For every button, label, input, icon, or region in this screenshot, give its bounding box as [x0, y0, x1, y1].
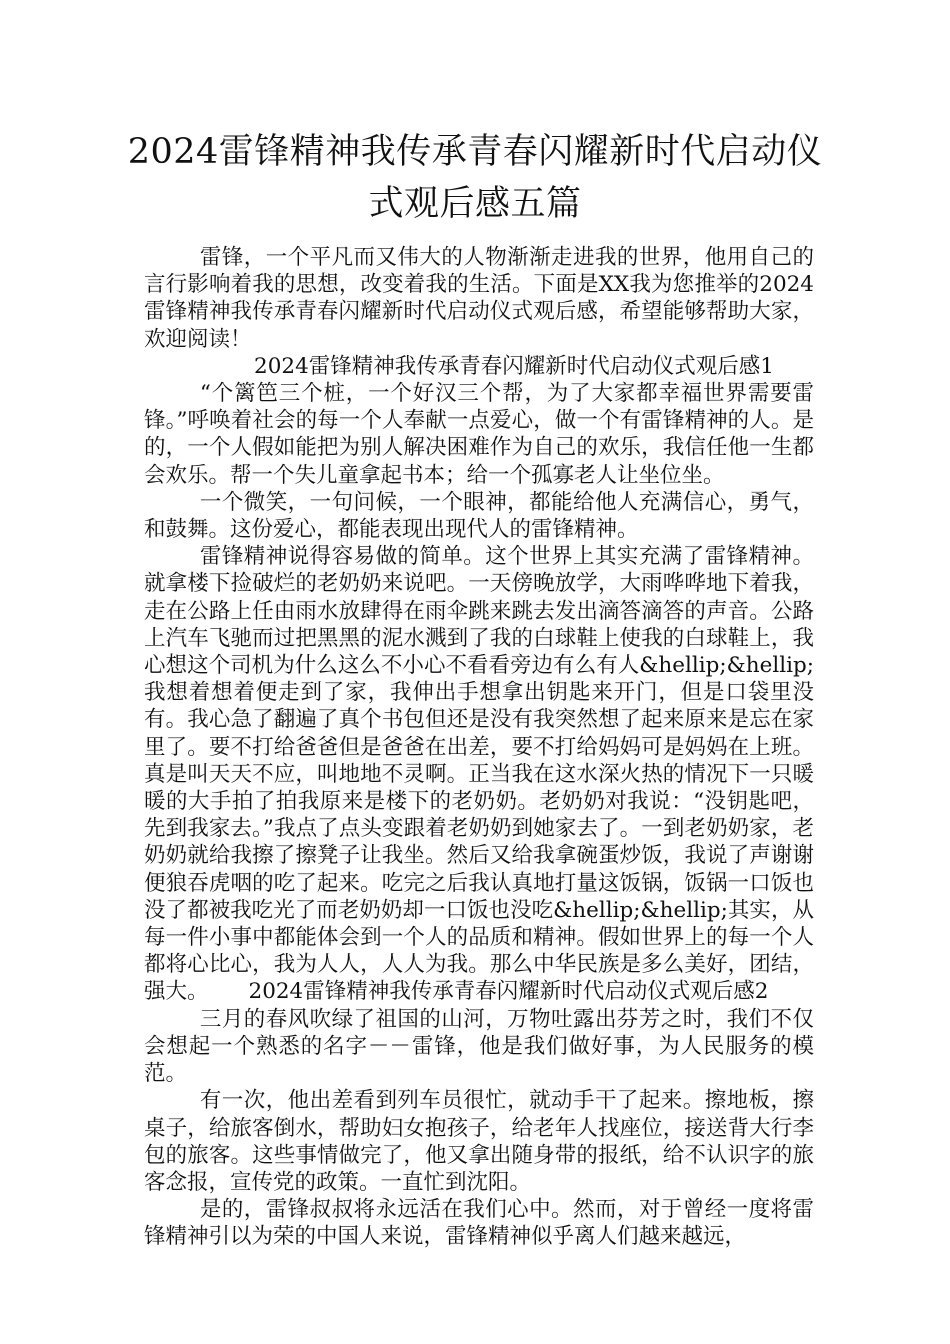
section1-paragraph-2: 一个微笑，一句问候，一个眼神，都能给他人充满信心，勇气，和鼓舞。这份爱心，都能表现出现代人的雷锋精神。 — [144, 489, 814, 543]
section2-paragraph-2: 有一次，他出差看到列车员很忙，就动手干了起来。擦地板，擦桌子，给旅客倒水，帮助妇女抱孩子，给老年人找座位，接送背大行李包的旅客。这些事情做完了，他又拿出随身带的报纸，给不认识字的旅客念报，宣传党的政策。一直忙到沈阳。 — [144, 1088, 814, 1195]
intro-paragraph: 雷锋，一个平凡而又伟大的人物渐渐走进我的世界，他用自己的言行影响着我的思想，改变着我的生活。下面是XX我为您推举的2024雷锋精神我传承青春闪耀新时代启动仪式观后感，希望能够帮助大家，欢迎阅读！ — [144, 245, 814, 352]
section2-paragraph-3: 是的，雷锋叔叔将永远活在我们心中。然而，对于曾经一度将雷锋精神引以为荣的中国人来说，雷锋精神似乎离人们越来越远， — [144, 1197, 814, 1250]
section1-paragraph-3-text: 雷锋精神说得容易做的简单。这个世界上其实充满了雷锋精神。就拿楼下捡破烂的老奶奶来说吧。一天傍晚放学，大雨哗哗地下着我，走在公路上任由雨水放肆得在雨伞跳来跳去发出滴答滴答的声音。公路上汽车飞驰而过把黑黑的泥水溅到了我的白球鞋上使我的白球鞋上，我心想这个司机为什么这么不小心不看看旁边有么有人&hellip;&hellip;我想着想着便走到了家，我伸出手想拿出钥匙来开门，但是口袋里没有。我心急了翻遍了真个书包但还是没有我突然想了起来原来是忘在家里了。要不打给爸爸但是爸爸在出差，要不打给妈妈可是妈妈在上班。真是叫天天不应，叫地地不灵啊。正当我在这水深火热的情况下一只暖暖的大手拍了拍我原来是楼下的老奶奶。老奶奶对我说：“没钥匙吧，先到我家去。”我点了点头变跟着老奶奶到她家去了。一到老奶奶家，老奶奶就给我擦了擦凳子让我坐。然后又给我拿碗蛋炒饭，我说了声谢谢便狼吞虎咽的吃了起来。吃完之后我认真地打量这饭锅，饭锅一口饭也没了都被我吃光了而老奶奶却一口饭也没吃&hellip;&hellip;其实，从每一件小事中都能体会到一个人的品质和精神。假如世界上的每一个人都将心比心，我为人人，人人为我。那么中华民族是多么美好，团结，强大。 — [144, 544, 814, 1005]
section2-paragraph-1: 三月的春风吹绿了祖国的山河，万物吐露出芬芳之时，我们不仅会想起一个熟悉的名字－－雷锋，他是我们做好事，为人民服务的模范。 — [144, 1006, 814, 1087]
document-body — [144, 244, 814, 1251]
section-heading-2: 2024雷锋精神我传承青春闪耀新时代启动仪式观后感2 — [248, 979, 769, 1005]
section1-paragraph-1: “个篱笆三个桩，一个好汉三个帮，为了大家都幸福世界需要雷锋。”呼唤着社会的每一个人奉献一点爱心，做一个有雷锋精神的人。是的，一个人假如能把为别人解决困难作为自己的欢乐，我信任他一生都会欢乐。帮一个失儿童拿起书本；给一个孤寡老人让坐位坐。 — [144, 381, 814, 488]
section-heading-1: 2024雷锋精神我传承青春闪耀新时代启动仪式观后感1 — [254, 353, 774, 379]
section1-paragraph-3 — [144, 543, 814, 1005]
document-title: 2024雷锋精神我传承青春闪耀新时代启动仪式观后感五篇 — [127, 132, 823, 224]
